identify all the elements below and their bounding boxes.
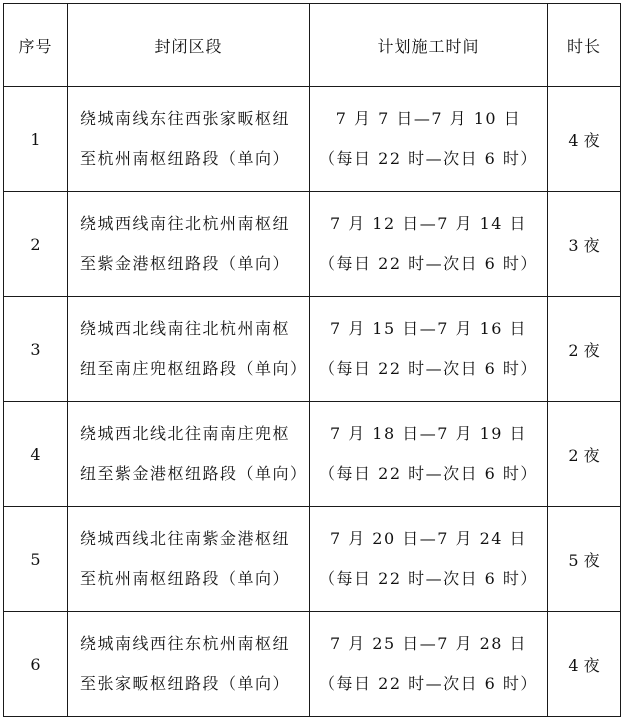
row-section xyxy=(68,612,310,717)
time-line-1: 7 月 7 日—7 月 10 日 xyxy=(335,109,522,128)
header-seq: 序号 xyxy=(4,4,68,87)
header-duration: 时长 xyxy=(548,4,621,87)
row-time xyxy=(310,612,548,717)
time-line-2: （每日 22 时—次日 6 时） xyxy=(319,569,538,588)
time-line-1: 7 月 20 日—7 月 24 日 xyxy=(329,529,528,548)
header-section: 封闭区段 xyxy=(68,4,310,87)
row-time xyxy=(310,297,548,402)
row-time xyxy=(310,192,548,297)
row-section xyxy=(68,87,310,192)
section-line-2: 纽至紫金港枢纽路段（单向） xyxy=(80,464,308,483)
section-line-2: 至杭州南枢纽路段（单向） xyxy=(80,149,291,168)
table-row xyxy=(4,507,621,612)
section-line-1: 绕城西北线南往北杭州南枢 xyxy=(80,319,291,338)
table-row xyxy=(4,612,621,717)
table-row xyxy=(4,192,621,297)
time-line-2: （每日 22 时—次日 6 时） xyxy=(319,149,538,168)
section-line-1: 绕城南线东往西张家畈枢纽 xyxy=(80,109,291,128)
closure-schedule-table-wrapper xyxy=(3,3,621,717)
row-section xyxy=(68,402,310,507)
time-line-1: 7 月 15 日—7 月 16 日 xyxy=(329,319,528,338)
row-section xyxy=(68,192,310,297)
row-seq: 5 xyxy=(4,507,68,612)
section-line-1: 绕城西北线北往南南庄兜枢 xyxy=(80,424,291,443)
table-row xyxy=(4,402,621,507)
row-duration: 3 夜 xyxy=(548,192,621,297)
section-line-2: 至杭州南枢纽路段（单向） xyxy=(80,569,291,588)
section-line-2: 至张家畈枢纽路段（单向） xyxy=(80,674,291,693)
time-line-1: 7 月 18 日—7 月 19 日 xyxy=(329,424,528,443)
table-row xyxy=(4,87,621,192)
table-row xyxy=(4,297,621,402)
section-line-2: 纽至南庄兜枢纽路段（单向） xyxy=(80,359,308,378)
time-line-2: （每日 22 时—次日 6 时） xyxy=(319,464,538,483)
row-duration: 5 夜 xyxy=(548,507,621,612)
row-seq: 6 xyxy=(4,612,68,717)
section-line-1: 绕城南线西往东杭州南枢纽 xyxy=(80,634,291,653)
row-section xyxy=(68,297,310,402)
row-seq: 3 xyxy=(4,297,68,402)
closure-schedule-table xyxy=(3,3,621,717)
row-duration: 2 夜 xyxy=(548,297,621,402)
row-duration: 4 夜 xyxy=(548,87,621,192)
row-time xyxy=(310,87,548,192)
section-line-2: 至紫金港枢纽路段（单向） xyxy=(80,254,291,273)
row-duration: 4 夜 xyxy=(548,612,621,717)
row-time xyxy=(310,402,548,507)
time-line-2: （每日 22 时—次日 6 时） xyxy=(319,359,538,378)
section-line-1: 绕城西线北往南紫金港枢纽 xyxy=(80,529,291,548)
time-line-2: （每日 22 时—次日 6 时） xyxy=(319,254,538,273)
row-seq: 2 xyxy=(4,192,68,297)
time-line-1: 7 月 12 日—7 月 14 日 xyxy=(329,214,528,233)
section-line-1: 绕城西线南往北杭州南枢纽 xyxy=(80,214,291,233)
row-duration: 2 夜 xyxy=(548,402,621,507)
time-line-2: （每日 22 时—次日 6 时） xyxy=(319,674,538,693)
row-section xyxy=(68,507,310,612)
row-seq: 1 xyxy=(4,87,68,192)
time-line-1: 7 月 25 日—7 月 28 日 xyxy=(329,634,528,653)
row-seq: 4 xyxy=(4,402,68,507)
row-time xyxy=(310,507,548,612)
header-time: 计划施工时间 xyxy=(310,4,548,87)
table-header-row xyxy=(4,4,621,87)
